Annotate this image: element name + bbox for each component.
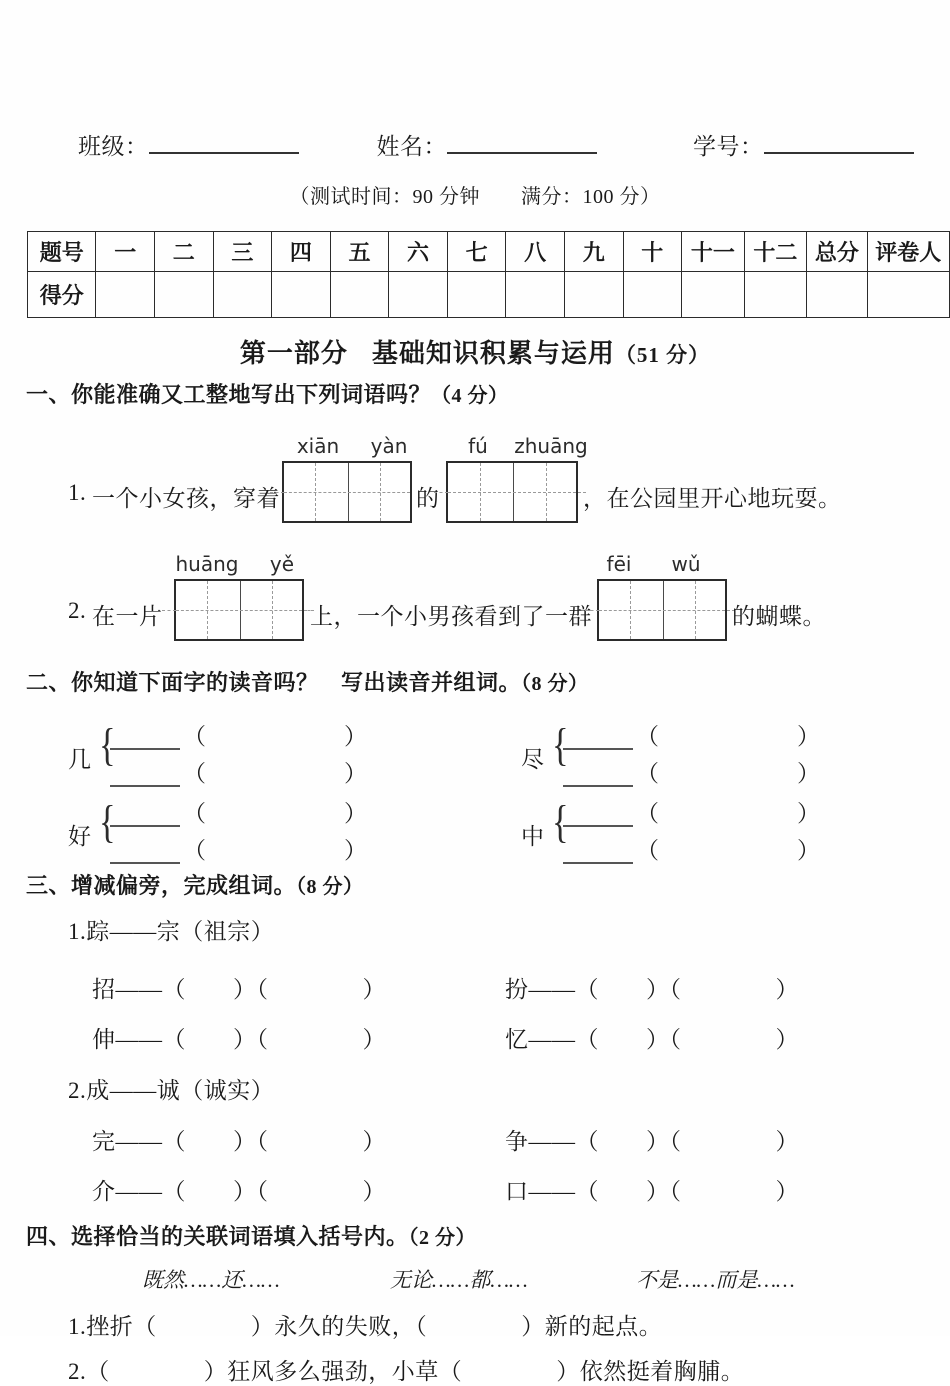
section-3-points: （8 分） [296, 876, 364, 898]
connective-item-2-text: （ ）狂风多么强劲，小草（ ）依然挺着胸脯。 [86, 1359, 745, 1384]
grid-baseline-ext-left-4 [585, 610, 599, 611]
connective-option-1[interactable]: 既然……还…… [142, 1268, 280, 1292]
section-heading-3 [26, 869, 364, 900]
item-1-1-tail: ，在公园里开心地玩耍。 [583, 486, 842, 511]
score-col-5: 五 [330, 232, 389, 272]
score-col-1: 一 [96, 232, 155, 272]
radical-example-1-number: 1. [68, 919, 87, 944]
pinyin-blank-hao-1[interactable] [110, 825, 180, 827]
radical-example-2-text: 成——诚（诚实） [86, 1078, 275, 1103]
score-cell-1[interactable] [96, 272, 155, 318]
pinyin-huang: huāng [175, 552, 239, 576]
score-col-11: 十一 [682, 232, 745, 272]
score-col-12: 十二 [744, 232, 807, 272]
class-field [78, 128, 299, 161]
radical-row-3-left[interactable]: 完——（ ）（ ） [92, 1129, 386, 1154]
score-col-3: 三 [213, 232, 272, 272]
item-1-2-tail: 的蝴蝶。 [732, 604, 826, 629]
pinyin-yan: yàn [370, 434, 408, 458]
section-heading-1 [26, 378, 509, 409]
pinyin-group-char-hao: 好 [68, 824, 91, 849]
item-1-1-lead: 一个小女孩，穿着 [92, 486, 280, 511]
score-table-row-label-number: 题号 [28, 232, 96, 272]
brace-ji: { [99, 719, 116, 770]
student-identity-row [78, 128, 938, 161]
radical-example-2 [68, 1072, 274, 1105]
score-cell-4[interactable] [272, 272, 331, 318]
item-1-2-mid: 上，一个小男孩看到了一群 [310, 604, 592, 629]
radical-row-2-left[interactable]: 伸——（ ）（ ） [92, 1027, 386, 1052]
item-1-1-mid: 的 [416, 486, 440, 511]
radical-row-1-right[interactable]: 扮——（ ）（ ） [505, 977, 799, 1002]
score-cell-9[interactable] [564, 272, 623, 318]
connective-option-2[interactable]: 无论……都…… [390, 1268, 528, 1292]
radical-row-1-left[interactable]: 招——（ ）（ ） [92, 977, 386, 1002]
part-title [0, 333, 950, 370]
pinyin-blank-ji-2[interactable] [110, 785, 180, 787]
pinyin-group-char-ji: 几 [68, 747, 91, 772]
brace-zhong: { [552, 796, 569, 847]
word-blank-hao-1[interactable]: （ ） [183, 801, 367, 826]
writing-grid-huangye[interactable] [174, 579, 304, 641]
exam-meta-line: （测试时间：90 分钟 满分：100 分） [289, 186, 661, 208]
section-1-title: 一、你能准确又工整地写出下列词语吗？ [26, 382, 432, 407]
writing-grid-xianyan[interactable] [282, 461, 412, 523]
grid-baseline-ext-left-1 [270, 492, 284, 493]
word-blank-zhong-1[interactable]: （ ） [636, 801, 820, 826]
radical-row-4-right[interactable]: 口——（ ）（ ） [505, 1179, 799, 1204]
item-1-2-number: 2. [68, 598, 87, 623]
score-col-7: 七 [447, 232, 506, 272]
score-col-2: 二 [155, 232, 214, 272]
pinyin-wu: wǔ [671, 552, 701, 576]
score-cell-5[interactable] [330, 272, 389, 318]
pinyin-blank-zhong-1[interactable] [563, 825, 633, 827]
item-1-1-number: 1. [68, 480, 87, 505]
score-cell-3[interactable] [213, 272, 272, 318]
writing-grid-feiwu[interactable] [597, 579, 727, 641]
pinyin-fei: fēi [606, 552, 632, 576]
word-blank-jin-2[interactable]: （ ） [636, 761, 820, 786]
part-points: （51 分） [614, 343, 711, 367]
radical-row-3-right[interactable]: 争——（ ）（ ） [505, 1129, 799, 1154]
score-col-8: 八 [506, 232, 565, 272]
word-blank-ji-1[interactable]: （ ） [183, 724, 367, 749]
section-2-title: 二、你知道下面字的读音吗？ 写出读音并组词。 [26, 670, 522, 695]
word-blank-ji-2[interactable]: （ ） [183, 761, 367, 786]
pinyin-xian: xiān [296, 434, 340, 458]
section-4-points: （2 分） [408, 1227, 477, 1249]
section-heading-4 [26, 1220, 476, 1251]
class-label: 班级： [78, 134, 149, 159]
student-id-blank-line[interactable] [764, 132, 914, 154]
name-label: 姓名： [376, 134, 447, 159]
score-cell-grader[interactable] [867, 272, 949, 318]
score-table-header-row [28, 232, 950, 272]
score-col-6: 六 [389, 232, 448, 272]
section-2-points: （8 分） [521, 673, 589, 695]
word-blank-jin-1[interactable]: （ ） [636, 724, 820, 749]
score-cell-11[interactable] [682, 272, 745, 318]
grid-baseline-ext-left-3 [162, 610, 176, 611]
score-table [27, 231, 950, 318]
connective-item-1-text: 挫折（ ）永久的失败，（ ）新的起点。 [86, 1314, 663, 1339]
score-cell-2[interactable] [155, 272, 214, 318]
class-blank-line[interactable] [149, 132, 299, 154]
pinyin-fu: fú [468, 434, 488, 458]
score-col-10: 十 [623, 232, 682, 272]
score-col-4: 四 [272, 232, 331, 272]
name-field [377, 128, 598, 161]
pinyin-blank-hao-2[interactable] [110, 862, 180, 864]
connective-item-1-number: 1. [68, 1314, 87, 1339]
score-cell-total[interactable] [807, 272, 868, 318]
score-cell-10[interactable] [623, 272, 682, 318]
brace-hao: { [99, 796, 116, 847]
writing-grid-fuzhuang[interactable] [446, 461, 578, 523]
connective-option-3[interactable]: 不是……而是…… [636, 1268, 795, 1292]
part-name: 基础知识积累与运用 [371, 338, 615, 368]
score-col-9: 九 [564, 232, 623, 272]
connective-item-2[interactable] [68, 1353, 744, 1386]
score-table-points-row [28, 272, 950, 318]
score-col-total: 总分 [807, 232, 868, 272]
name-blank-line[interactable] [447, 132, 597, 154]
student-id-field [693, 128, 914, 161]
score-table-row-label-points: 得分 [28, 272, 96, 318]
section-4-title: 四、选择恰当的关联词语填入括号内。 [26, 1224, 409, 1249]
radical-example-1 [68, 913, 274, 946]
word-blank-hao-2[interactable]: （ ） [183, 838, 367, 863]
pinyin-group-char-jin: 尽 [521, 747, 544, 772]
pinyin-ye: yě [269, 552, 295, 576]
pinyin-blank-zhong-2[interactable] [563, 862, 633, 864]
pinyin-blank-jin-2[interactable] [563, 785, 633, 787]
score-cell-7[interactable] [447, 272, 506, 318]
connective-item-1[interactable] [68, 1308, 662, 1341]
pinyin-group-char-zhong: 中 [521, 824, 544, 849]
connective-item-2-number: 2. [68, 1359, 87, 1384]
section-1-points: （4 分） [431, 385, 509, 407]
grid-baseline-ext-left-2 [434, 492, 448, 493]
section-heading-2 [26, 666, 589, 697]
pinyin-blank-jin-1[interactable] [563, 748, 633, 750]
word-blank-zhong-2[interactable]: （ ） [636, 838, 820, 863]
radical-example-2-number: 2. [68, 1078, 87, 1103]
score-cell-12[interactable] [744, 272, 807, 318]
radical-row-2-right[interactable]: 忆——（ ）（ ） [505, 1027, 799, 1052]
radical-row-4-left[interactable]: 介——（ ）（ ） [92, 1179, 386, 1204]
brace-jin: { [552, 719, 569, 770]
student-id-label: 学号： [693, 134, 764, 159]
score-cell-8[interactable] [506, 272, 565, 318]
part-index: 第一部分 [239, 338, 348, 368]
section-3-title: 三、增减偏旁，完成组词。 [26, 873, 297, 898]
item-1-2-lead: 在一片 [92, 604, 163, 629]
score-cell-6[interactable] [389, 272, 448, 318]
pinyin-zhuang: zhuāng [514, 434, 588, 458]
pinyin-blank-ji-1[interactable] [110, 748, 180, 750]
score-col-grader: 评卷人 [867, 232, 949, 272]
radical-example-1-text: 踪——宗（祖宗） [86, 919, 275, 944]
